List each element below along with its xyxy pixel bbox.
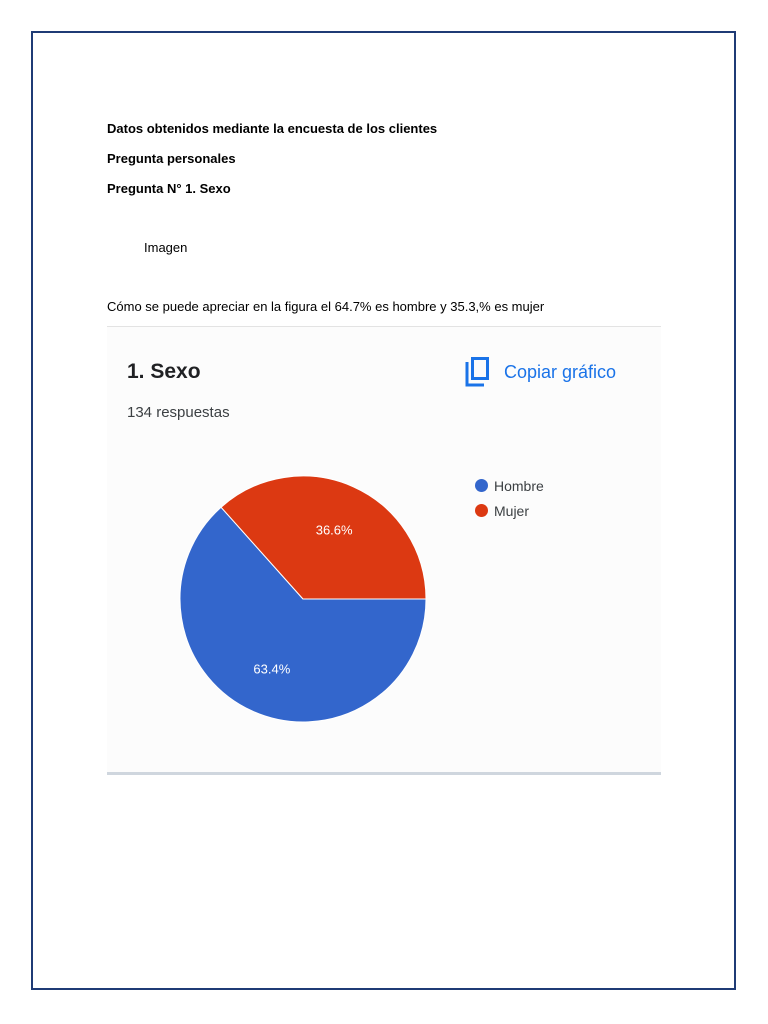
legend-swatch: [475, 504, 488, 517]
legend-item-mujer[interactable]: [475, 498, 544, 523]
heading-question-1: Pregunta N° 1. Sexo: [107, 181, 231, 196]
pie-label-hombre: 63.4%: [253, 661, 291, 677]
card-title: 1. Sexo: [127, 360, 201, 383]
chart-card: [107, 326, 661, 775]
legend-label: Mujer: [494, 502, 530, 519]
copy-chart-label: Copiar gráfico: [504, 361, 617, 382]
heading-personal-questions: Pregunta personales: [107, 151, 236, 166]
chart-legend: [475, 473, 544, 523]
response-count: 134 respuestas: [127, 404, 230, 421]
chart-description: Cómo se puede apreciar en la figura el 64.7% es hombre y 35.3,% es mujer: [107, 299, 545, 314]
heading-survey-data: Datos obtenidos mediante la encuesta de los clientes: [107, 121, 438, 136]
legend-swatch: [475, 479, 488, 492]
legend-label: Hombre: [494, 477, 544, 494]
image-caption: Imagen: [144, 240, 188, 255]
legend-item-hombre[interactable]: [475, 473, 544, 498]
pie-chart: [107, 327, 661, 776]
pie-label-mujer: 36.6%: [315, 522, 353, 538]
